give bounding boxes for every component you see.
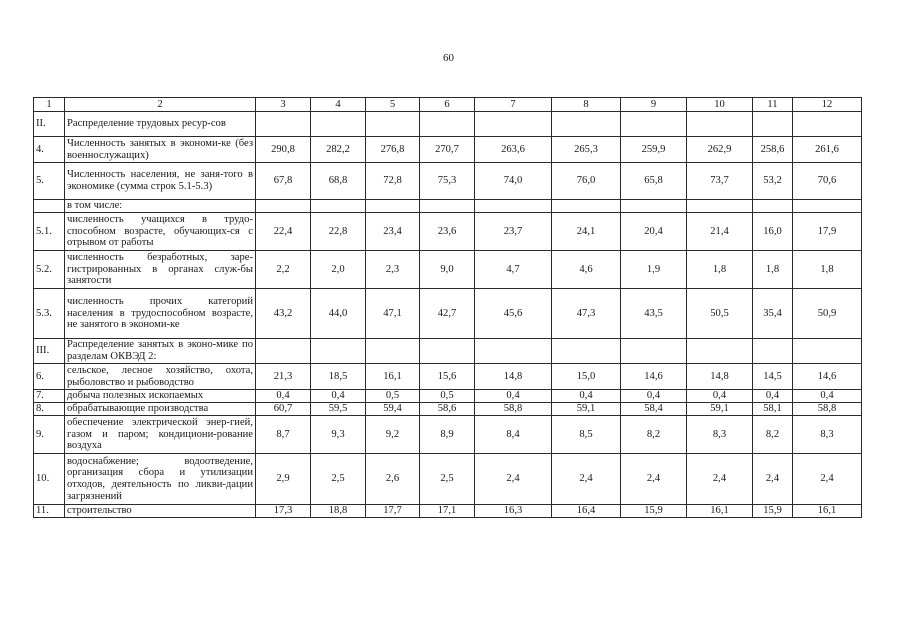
value-cell: 276,8 [366,137,420,163]
value-cell: 16,1 [687,505,753,518]
row-label-cell: обрабатывающие производства [65,403,256,416]
column-number-cell: 7 [475,98,552,112]
value-cell: 35,4 [753,289,793,339]
row-label-cell: Распределение трудовых ресур-сов [65,112,256,137]
value-cell: 0,4 [552,390,621,403]
value-cell [552,112,621,137]
value-cell: 59,5 [311,403,366,416]
value-cell [475,112,552,137]
row-label-cell: обеспечение электрической энер-гией, газом и паром; кондициони-рование воздуха [65,416,256,454]
row-label-cell: добыча полезных ископаемых [65,390,256,403]
value-cell [621,112,687,137]
value-cell: 23,4 [366,213,420,251]
row-label-cell: численность безработных, заре-гистрированных в органах служ-бы занятости [65,251,256,289]
row-number-cell: 6. [34,364,65,390]
value-cell: 58,4 [621,403,687,416]
value-cell: 259,9 [621,137,687,163]
value-cell: 15,9 [621,505,687,518]
page-number: 60 [443,52,454,64]
value-cell [420,200,475,213]
value-cell: 50,5 [687,289,753,339]
value-cell [552,339,621,364]
value-cell: 9,0 [420,251,475,289]
value-cell: 2,4 [793,454,862,505]
value-cell: 261,6 [793,137,862,163]
value-cell: 2,3 [366,251,420,289]
row-label-cell: Численность занятых в экономи-ке (без военнослужащих) [65,137,256,163]
value-cell: 0,4 [475,390,552,403]
value-cell: 2,6 [366,454,420,505]
column-number-cell: 3 [256,98,311,112]
value-cell: 16,3 [475,505,552,518]
value-cell: 2,4 [687,454,753,505]
value-cell: 16,4 [552,505,621,518]
value-cell [793,112,862,137]
value-cell: 4,6 [552,251,621,289]
table-row [34,200,862,213]
row-label-cell: численность учащихся в трудо-способном возрасте, обучающих-ся с отрывом от работы [65,213,256,251]
value-cell: 59,1 [552,403,621,416]
column-number-cell: 4 [311,98,366,112]
table-row [34,364,862,390]
row-label-cell: водоснабжение; водоотведение, организация сбора и утилизации отходов, деятельность по ликви-дации загрязнений [65,454,256,505]
value-cell: 22,4 [256,213,311,251]
value-cell: 59,1 [687,403,753,416]
value-cell [753,112,793,137]
column-number-cell: 12 [793,98,862,112]
value-cell: 72,8 [366,163,420,200]
value-cell: 14,8 [687,364,753,390]
row-number-cell: 8. [34,403,65,416]
value-cell: 2,0 [311,251,366,289]
column-number-cell: 11 [753,98,793,112]
value-cell: 2,4 [621,454,687,505]
value-cell: 16,1 [366,364,420,390]
value-cell: 76,0 [552,163,621,200]
labor-resources-table [33,97,862,518]
value-cell: 16,1 [793,505,862,518]
value-cell: 8,5 [552,416,621,454]
value-cell: 74,0 [475,163,552,200]
value-cell [687,112,753,137]
value-cell: 1,8 [753,251,793,289]
value-cell: 47,3 [552,289,621,339]
value-cell: 53,2 [753,163,793,200]
table-row [34,454,862,505]
column-number-cell: 9 [621,98,687,112]
value-cell [475,200,552,213]
value-cell: 22,8 [311,213,366,251]
value-cell [256,339,311,364]
value-cell [753,200,793,213]
table-row [34,289,862,339]
value-cell: 0,4 [621,390,687,403]
value-cell: 43,5 [621,289,687,339]
value-cell: 0,4 [793,390,862,403]
value-cell: 290,8 [256,137,311,163]
value-cell: 15,0 [552,364,621,390]
column-number-cell: 1 [34,98,65,112]
value-cell: 21,3 [256,364,311,390]
table-row [34,163,862,200]
row-label-cell: Численность населения, не заня-того в экономике (сумма строк 5.1-5.3) [65,163,256,200]
value-cell: 43,2 [256,289,311,339]
value-cell: 14,8 [475,364,552,390]
value-cell: 1,9 [621,251,687,289]
value-cell: 47,1 [366,289,420,339]
value-cell: 8,9 [420,416,475,454]
value-cell: 15,9 [753,505,793,518]
value-cell [366,339,420,364]
value-cell: 8,2 [753,416,793,454]
row-number-cell: III. [34,339,65,364]
value-cell: 0,4 [311,390,366,403]
column-number-cell: 8 [552,98,621,112]
value-cell [753,339,793,364]
row-number-cell: II. [34,112,65,137]
row-label-cell: численность прочих категорий населения в трудоспособном возрасте, не занятого в экономи-ке [65,289,256,339]
column-number-row [34,98,862,112]
value-cell: 23,6 [420,213,475,251]
value-cell: 262,9 [687,137,753,163]
value-cell [621,200,687,213]
table-row [34,390,862,403]
value-cell: 70,6 [793,163,862,200]
value-cell: 263,6 [475,137,552,163]
value-cell: 44,0 [311,289,366,339]
row-number-cell: 9. [34,416,65,454]
table-row [34,416,862,454]
row-number-cell: 10. [34,454,65,505]
value-cell: 58,6 [420,403,475,416]
table-row [34,505,862,518]
value-cell: 16,0 [753,213,793,251]
value-cell: 8,7 [256,416,311,454]
value-cell: 0,5 [366,390,420,403]
table-row [34,112,862,137]
value-cell: 2,4 [475,454,552,505]
value-cell: 20,4 [621,213,687,251]
value-cell: 282,2 [311,137,366,163]
value-cell [311,200,366,213]
value-cell [366,112,420,137]
value-cell: 270,7 [420,137,475,163]
value-cell [311,112,366,137]
value-cell: 21,4 [687,213,753,251]
value-cell: 17,1 [420,505,475,518]
value-cell [256,112,311,137]
value-cell: 17,3 [256,505,311,518]
value-cell: 73,7 [687,163,753,200]
value-cell: 17,7 [366,505,420,518]
value-cell: 2,2 [256,251,311,289]
value-cell: 0,5 [420,390,475,403]
value-cell: 60,7 [256,403,311,416]
column-number-cell: 10 [687,98,753,112]
value-cell [621,339,687,364]
value-cell: 9,3 [311,416,366,454]
value-cell [256,200,311,213]
value-cell: 23,7 [475,213,552,251]
value-cell: 67,8 [256,163,311,200]
value-cell [475,339,552,364]
value-cell [687,339,753,364]
column-number-cell: 5 [366,98,420,112]
value-cell: 15,6 [420,364,475,390]
value-cell: 9,2 [366,416,420,454]
value-cell: 265,3 [552,137,621,163]
value-cell: 58,8 [793,403,862,416]
value-cell: 258,6 [753,137,793,163]
value-cell: 18,8 [311,505,366,518]
value-cell: 0,4 [753,390,793,403]
value-cell [687,200,753,213]
value-cell: 1,8 [687,251,753,289]
value-cell: 8,2 [621,416,687,454]
table-body [34,98,862,518]
value-cell: 8,3 [793,416,862,454]
table-row [34,339,862,364]
value-cell: 59,4 [366,403,420,416]
value-cell: 2,4 [552,454,621,505]
column-number-cell: 6 [420,98,475,112]
row-label-cell: в том числе: [65,200,256,213]
row-number-cell [34,200,65,213]
value-cell [420,112,475,137]
row-number-cell: 11. [34,505,65,518]
value-cell: 75,3 [420,163,475,200]
row-label-cell: строительство [65,505,256,518]
value-cell [311,339,366,364]
table-row [34,403,862,416]
value-cell: 58,8 [475,403,552,416]
value-cell: 45,6 [475,289,552,339]
value-cell: 1,8 [793,251,862,289]
value-cell: 14,6 [793,364,862,390]
row-number-cell: 5.3. [34,289,65,339]
value-cell: 68,8 [311,163,366,200]
table-row [34,251,862,289]
value-cell [793,339,862,364]
value-cell: 42,7 [420,289,475,339]
row-number-cell: 5.2. [34,251,65,289]
column-number-cell: 2 [65,98,256,112]
value-cell [793,200,862,213]
value-cell [552,200,621,213]
table-row [34,137,862,163]
value-cell: 58,1 [753,403,793,416]
value-cell: 0,4 [256,390,311,403]
table-row [34,213,862,251]
value-cell: 2,9 [256,454,311,505]
row-number-cell: 7. [34,390,65,403]
value-cell: 2,5 [311,454,366,505]
value-cell: 18,5 [311,364,366,390]
value-cell: 2,5 [420,454,475,505]
value-cell: 0,4 [687,390,753,403]
value-cell: 65,8 [621,163,687,200]
value-cell: 50,9 [793,289,862,339]
value-cell: 4,7 [475,251,552,289]
row-number-cell: 5. [34,163,65,200]
value-cell: 14,6 [621,364,687,390]
value-cell [420,339,475,364]
row-label-cell: сельское, лесное хозяйство, охота, рыболовство и рыбоводство [65,364,256,390]
value-cell: 24,1 [552,213,621,251]
row-number-cell: 5.1. [34,213,65,251]
row-number-cell: 4. [34,137,65,163]
value-cell: 8,3 [687,416,753,454]
row-label-cell: Распределение занятых в эконо-мике по разделам ОКВЭД 2: [65,339,256,364]
value-cell [366,200,420,213]
value-cell: 2,4 [753,454,793,505]
value-cell: 14,5 [753,364,793,390]
value-cell: 17,9 [793,213,862,251]
value-cell: 8,4 [475,416,552,454]
